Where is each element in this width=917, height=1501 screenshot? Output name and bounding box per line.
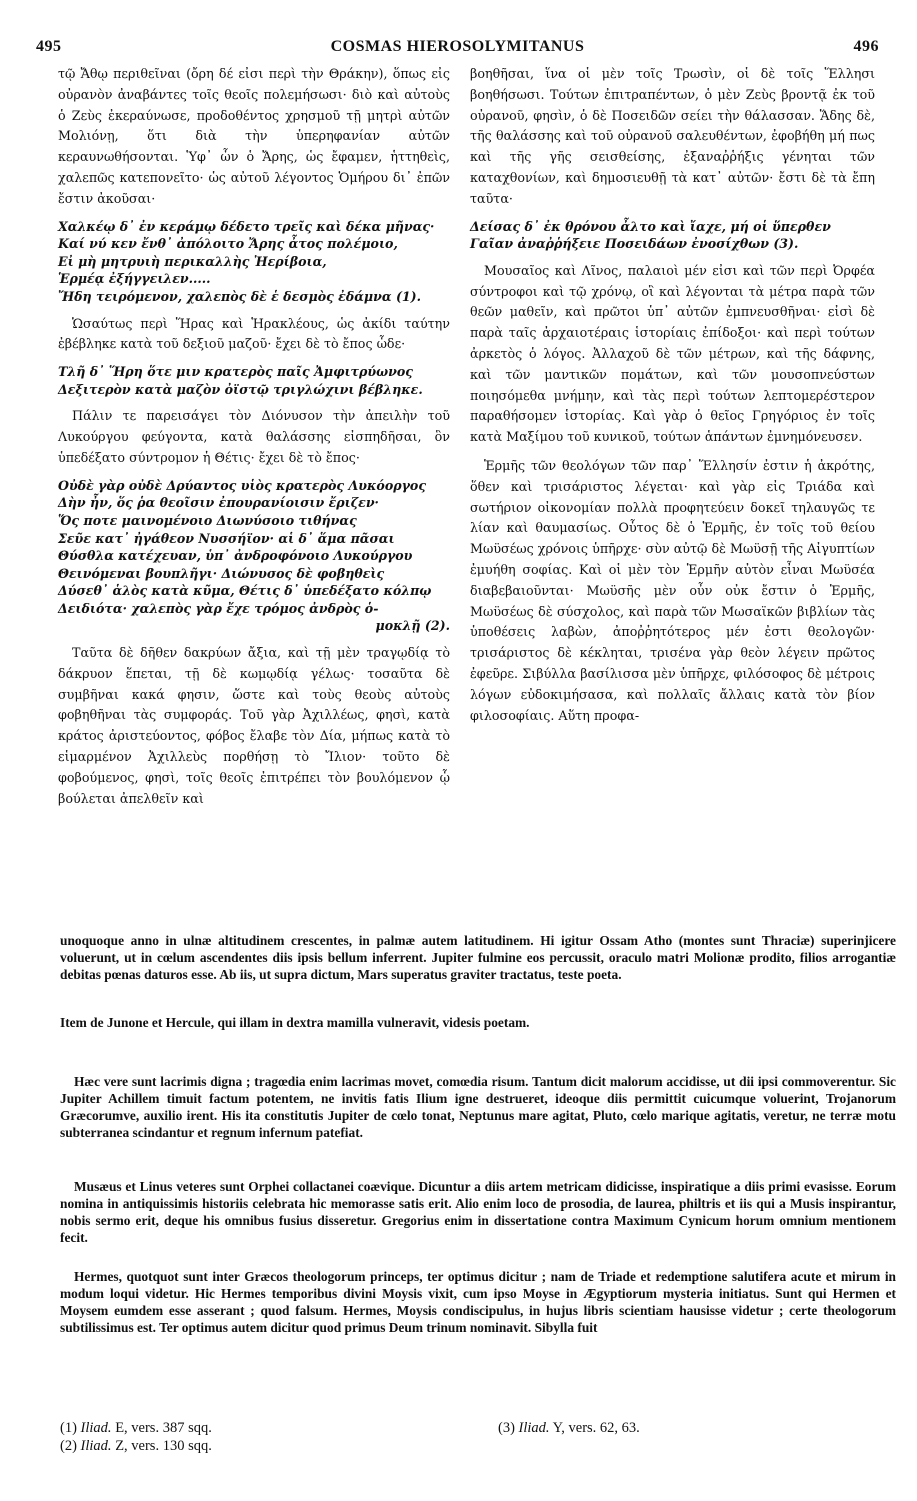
- greek-paragraph: Πάλιν τε παρεισάγει τὸν Διόνυσον τὴν ἀπειλὴν τοῦ Λυκούργου φεύγοντα, κατὰ θαλάσσης εἰσπηδῆσαι, ὃν ὑπεδέξατο σύντρομον ἡ Θέτις· ἔχει δὲ τὸ ἔπος·: [58, 408, 450, 465]
- footnote: [60, 1438, 212, 1456]
- verse-line: Ὅς ποτε μαινομένοιο Διωνύσοιο τιθήνας: [58, 512, 357, 528]
- footnotes-left: [60, 1420, 212, 1455]
- footnote: [498, 1420, 640, 1438]
- footnote-reference: Y, vers. 62, 63.: [552, 1420, 640, 1436]
- verse-line: Σεῦε κατ᾽ ἠγάθεον Νυσσήϊον· αἱ δ᾽ ἅμα πᾶσαι: [58, 530, 395, 546]
- footnote-number: (2): [60, 1437, 77, 1454]
- footnote-source: Iliad.: [80, 1420, 112, 1436]
- greek-paragraph: Ἑρμῆς τῶν θεολόγων τῶν παρ᾽ Ἕλλησίν ἐστιν ἡ ἀκρότης, ὅθεν καὶ τρισάριστος λέγεται· καὶ γὰρ εἰς Τριάδα καὶ σωτήριον οἰκονομίαν πολλὰ προφητεύειν δοκεῖ τηλαυγῶς τε λίαν καὶ θαυμασίως. Οὗτος δὲ ὁ Ἑρμῆς, ἐν τοῖς τοῦ θείου Μωϋσέως χρόνοις ὑπῆρχε· σὺν αὐτῷ δὲ Μωϋσῇ τῆς Αἰγυπτίων ἐμυήθη σοφίας. Καὶ οἱ μὲν τὸν Ἑρμῆν αὐτὸν εἶναι Μωϋσέα διαβεβαιοῦνται· Μωϋσῆς μὲν οὖν οὐκ ἔστιν ὁ Ἑρμῆς, Μωϋσέως δὲ σύσχολος, καὶ παρὰ τῶν Μωσαϊκῶν βιβλίων τὰς ὑποθέσεις λαβὼν, ἀποῤῥητότερος μέν ἐστι θεολογῶν· τρισάριστος δὲ κέκληται, τρισένα γὰρ θεὸν λέγειν πρῶτος ἐφεῦρε. Σιβύλλα βασίλισσα μὲν ὑπῆρχε, φιλόσοφος δὲ μέτροις λόγων εὐδοκιμήσασα, καὶ πολλαῖς ἄλλαις κατὰ τὸν βίον φιλοσοφίαις. Αὕτη προφα-: [470, 457, 875, 723]
- running-header: [36, 38, 879, 60]
- greek-column-right: [470, 64, 875, 726]
- footnotes-right: [498, 1420, 640, 1438]
- footnote-number: (3): [498, 1420, 515, 1436]
- latin-text: Item de Junone et Hercule, qui illam in dextra mamilla vulneravit, videsis poetam.: [60, 1015, 530, 1030]
- verse-line: Εἰ μὴ μητρυιὴ περικαλλὴς Ἠερίβοια,: [58, 253, 327, 269]
- verse-line: Οὐδὲ γὰρ οὐδὲ Δρύαντος υἱὸς κρατερὸς Λυκόοργος: [58, 477, 426, 493]
- greek-paragraph: Μουσαῖος καὶ Λῖνος, παλαιοὶ μέν εἰσι καὶ τῶν περὶ Ὀρφέα σύντροφοι καὶ τῷ χρόνῳ, οἳ καὶ λέγονται τὰ μέτρα παρὰ τῶν θεῶν μαθεῖν, καὶ πρῶτοι ὑπ᾽ αὐτῶν ἐμπνευσθῆναι· εἰσὶ δὲ παρὰ ταῖς ἀρχαιοτέραις ἱστορίαις ἐπίδοξοι· καὶ περὶ τούτων ἀρκετὸς ὁ λόγος. Ἀλλαχοῦ δὲ τῶν μέτρων, καὶ τῆς δάφνης, καὶ τῶν μαντικῶν πομάτων, καὶ τῶν μουσοπνεύστων ποιησόμεθα μνήμην, καὶ τὰς περὶ τούτων λεπτομερέστερον παραθήσομεν ἱστορίας. Καὶ γὰρ ὁ θεῖος Γρηγόριος ἐν τοῖς κατὰ Μαξίμου τοῦ κυνικοῦ, τούτων ἁπάντων ἐμνημόνευσεν.: [470, 262, 875, 445]
- latin-paragraph: [60, 1073, 896, 1155]
- greek-column-left: [58, 64, 450, 809]
- verse-line: Ἤδη τειρόμενον, χαλεπὸς δὲ ἑ δεσμὸς ἐδάμνα (1).: [58, 288, 422, 304]
- footnote-reference: E, vers. 387 sqq.: [115, 1420, 212, 1436]
- latin-paragraph: [60, 1178, 896, 1260]
- verse-quotation: [58, 477, 450, 635]
- page-number-right: 496: [853, 38, 879, 55]
- latin-paragraph: [60, 932, 896, 997]
- latin-text: Hæc vere sunt lacrimis digna ; tragœdia enim lacrimas movet, comœdia risum. Tantum dicit malorum accidisse, ut dii ipsi commoverentur. Sic Jupiter Achillem timuit factum potentem, ne invitis fatis Ilium igne destrueret, ideoque diis permittit cuicumque voluerint, Trojanorum Græcorumve, auxilio irent. His ita constitutis Jupiter de cœlo tonat, Neptunus mare agitat, Pluto, cœlo marique agitatis, veretur, ne terræ motu subterranea scindantur et regnum infernum patefiat.: [60, 1074, 896, 1141]
- verse-line: Καί νύ κεν ἔνθ᾽ ἀπόλοιτο Ἄρης ἆτος πολέμοιο,: [58, 236, 398, 252]
- verse-line: Δείσας δ᾽ ἐκ θρόνου ἆλτο καὶ ἴαχε, μή οἱ ὕπερθεν: [470, 218, 831, 234]
- verse-line: Ἑρμέᾳ ἐξήγγειλεν.....: [58, 271, 211, 287]
- running-title: COSMAS HIEROSOLYMITANUS: [330, 38, 585, 55]
- footnote-number: (1): [60, 1420, 77, 1436]
- footnote-source: Iliad.: [80, 1437, 112, 1454]
- verse-line: Θεινόμεναι βουπλῆγι· Διώνυσος δὲ φοβηθεὶς: [58, 565, 385, 581]
- footnote-reference: Z, vers. 130 sqq.: [115, 1437, 212, 1454]
- greek-paragraph: τῷ Ἄθῳ περιθεῖναι (ὄρη δέ εἰσι περὶ τὴν Θράκην), ὅπως εἰς οὐρανὸν ἀναβάντες τοῖς θεοῖς πολεμήσωσι· διὸ καὶ αὐτοὺς ὁ Ζεὺς ἐκεραύνωσε, προδοθέντος χρησμοῦ τῇ μητρὶ αὐτῶν Μολιόνῃ, ὅτι διὰ τὴν ὑπερηφανίαν αὐτῶν κεραυνωθήσονται. Ὑφ᾽ ὧν ὁ Ἄρης, ὡς ἔφαμεν, ἡττηθεὶς, χαλεπῶς κατεπονεῖτο· ὡς αὐτοῦ λέγοντος Ὁμήρου δι᾽ ἐπῶν ἔστιν ἀκοῦσαι·: [58, 66, 450, 206]
- verse-line: Δεξιτερὸν κατὰ μαζὸν ὀϊστῷ τριγλώχινι βέβληκε.: [58, 381, 423, 397]
- verse-line: Χαλκέῳ δ᾽ ἐν κεράμῳ δέδετο τρεῖς καὶ δέκα μῆνας·: [58, 218, 435, 234]
- verse-line: Θύσθλα κατέχευαν, ὑπ᾽ ἀνδροφόνοιο Λυκούργου: [58, 548, 413, 564]
- verse-line: Δύσεθ᾽ ἁλὸς κατὰ κῦμα, Θέτις δ᾽ ὑπεδέξατο κόλπῳ: [58, 583, 432, 599]
- latin-paragraph: [60, 1268, 896, 1350]
- latin-text: Hermes, quotquot sunt inter Græcos theologorum princeps, ter optimus dicitur ; nam de Triade et redemptione salutifera acute et mirum in modum loqui videtur. Hic Hermes temporibus divini Moysis vixit, cum ipso Moyse in Ægyptiorum mysteria initiatus. Sunt qui Hermen et Moysem eumdem esse asserant ; quod falsum. Hermes, Moysis condiscipulus, in hujus libris scientiam hausisse videtur ; certe theologorum subtilissimus est. Ter optimus autem dicitur quod primus Deum trinum nominavit. Sibylla fuit: [60, 1269, 896, 1336]
- page-number-left: 495: [36, 38, 62, 55]
- greek-paragraph: Ταῦτα δὲ δῆθεν δακρύων ἄξια, καὶ τῇ μὲν τραγῳδίᾳ τὸ δάκρυον ἕπεται, τῇ δὲ κωμῳδίᾳ γέλως· τοσαῦτα δὲ συμβῆναι κακά φησιν, ὥστε καὶ τοὺς θεοὺς αὐτοὺς φοβηθῆναι τὰς συμφοράς. Τοῦ γὰρ Ἀχιλλέως, φησὶ, κατὰ κράτος ἀριστεύοντος, φόβος ἔλαβε τὸν Δία, μήπως κατὰ τὸ εἱμαρμένον Ἀχιλλεὺς πορθήσῃ τὸ Ἴλιον· τοῦτο δὲ φοβούμενος, φησὶ, τοῖς θεοῖς ἐπιτρέπει τὸν βουλόμενον ᾧ βούλεται ἀπελθεῖν καὶ: [58, 645, 450, 806]
- verse-line: Γαῖαν ἀναῤῥήξειε Ποσειδάων ἐνοσίχθων (3).: [470, 236, 799, 252]
- latin-text: Musæus et Linus veteres sunt Orphei collactanei coævique. Dicuntur a diis artem metricam didicisse, inspiratique a diis primi evasisse. Eorum nomina in antiquissimis historiis celebrata hic memorasse satis erit. Alio enim loco de prosodia, de laurea, philtris et iis qui a Musis inspirantur, nobis sermo erit, deque his omnibus fusius disseretur. Gregorius enim in dissertatione contra Maximum Cynicum horum omnium mentionem fecit.: [60, 1179, 896, 1246]
- footnote-source: Iliad.: [518, 1420, 550, 1436]
- verse-line: Δὴν ἦν, ὅς ῥα θεοῖσιν ἐπουρανίοισιν ἔριζεν·: [58, 495, 379, 511]
- verse-quotation: [58, 218, 450, 306]
- verse-quotation: [58, 363, 450, 398]
- verse-quotation: [470, 218, 875, 253]
- verse-line: Δειδιότα· χαλεπὸς γὰρ ἔχε τρόμος ἀνδρὸς ὁ-: [58, 600, 379, 616]
- greek-paragraph: βοηθῆσαι, ἵνα οἱ μὲν τοῖς Τρωσὶν, οἱ δὲ τοῖς Ἕλλησι βοηθήσωσι. Τούτων ἐπιτραπέντων, ὁ μὲν Ζεὺς βροντᾷ ἐκ τοῦ οὐρανοῦ, φησὶν, ὁ δὲ Ποσειδῶν σείει τὴν θάλασσαν. Ἅδης δὲ, τῆς θαλάσσης καὶ τοῦ οὐρανοῦ σαλευθέντων, ἐφοβήθη μή πως καὶ τῆς γῆς σεισθείσης, ἐξαναῤῥήξις γένηται τῶν καταχθονίων, καὶ δημοσιευθῇ τὰ κατ᾽ αὐτῶν· ἔστι δὲ τὰ ἔπη ταῦτα·: [470, 66, 875, 206]
- latin-text: unoquoque anno in ulnæ altitudinem crescentes, in palmæ autem latitudinem. Hi igitur Ossam Atho (montes sunt Thraciæ) superinjicere voluerunt, ut in cœlum ascendentes diis ipsis bellum inferrent. Jupiter fulmine eos percussit, oraculo matri Molionæ prodito, filios arrogantiæ debitas pœnas daturos esse. Ab iis, ut supra dictum, Mars superatus graviter tractatus, teste poeta.: [60, 933, 896, 983]
- latin-paragraph: [60, 1014, 896, 1045]
- verse-line: μοκλῇ (2).: [375, 618, 450, 634]
- verse-line: Τλῆ δ᾽ Ἥρη ὅτε μιν κρατερὸς παῖς Ἀμφιτρύωνος: [58, 364, 413, 380]
- greek-paragraph: Ὡσαύτως περὶ Ἥρας καὶ Ἡρακλέους, ὡς ἀκίδι ταύτην ἐβέβληκε κατὰ τοῦ δεξιοῦ μαζοῦ· ἔχει δὲ τὸ ἔπος ὧδε·: [58, 315, 450, 352]
- footnote: [60, 1420, 212, 1438]
